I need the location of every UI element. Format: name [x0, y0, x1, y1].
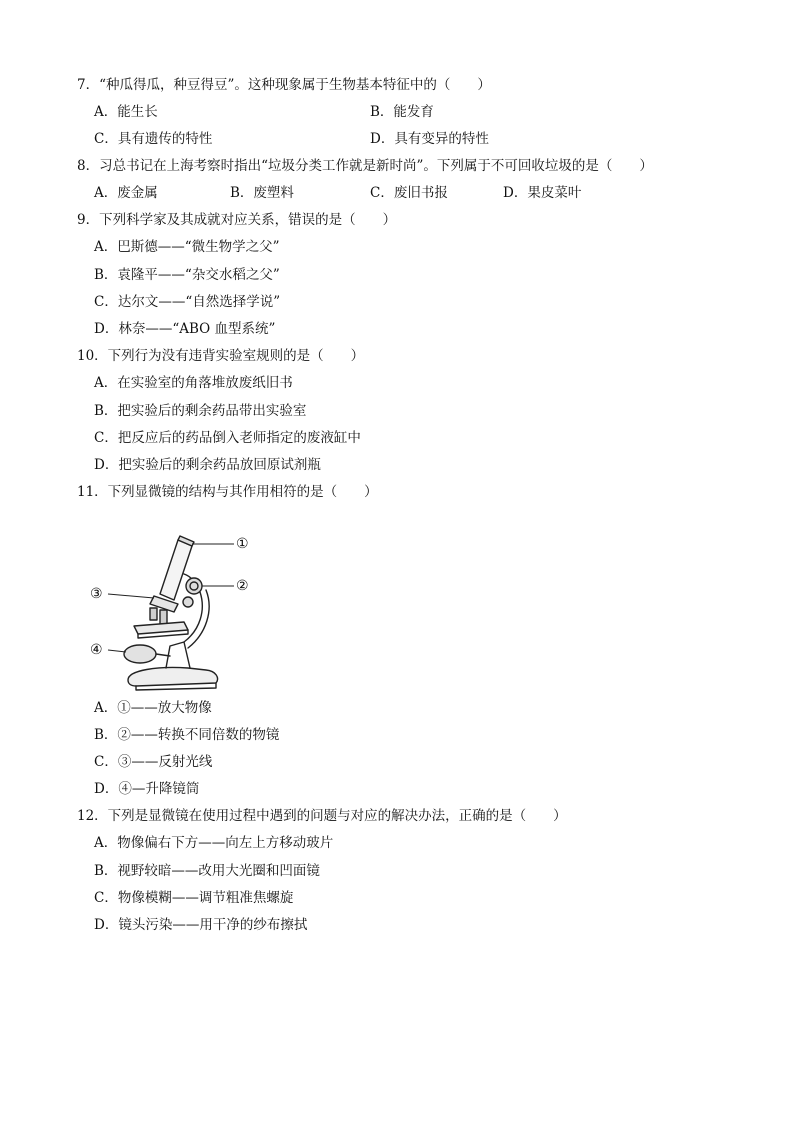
- question-12-option-b: B．视野较暗——改用大光圈和凹面镜: [94, 863, 320, 879]
- question-11-option-c: C．③——反射光线: [94, 754, 213, 770]
- question-9-option-a: A．巴斯德——“微生物学之父”: [94, 239, 280, 255]
- question-11-stem: 11．下列显微镜的结构与其作用相符的是（ ）: [77, 484, 378, 500]
- question-11-option-a: A．①——放大物像: [94, 700, 212, 716]
- figure-label-3: ③: [90, 586, 103, 602]
- question-9-option-d: D．林奈——“ABO 血型系统”: [94, 321, 276, 337]
- question-9-option-c: C．达尔文——“自然选择学说”: [94, 294, 281, 310]
- question-10-option-c: C．把反应后的药品倒入老师指定的废液缸中: [94, 430, 361, 446]
- question-12-stem: 12．下列是显微镜在使用过程中遇到的问题与对应的解决办法，正确的是（ ）: [77, 808, 567, 824]
- figure-label-4: ④: [90, 642, 103, 658]
- question-8-option-b: B．废塑料: [230, 185, 294, 201]
- question-7-option-a: A．能生长: [94, 104, 158, 120]
- question-9-stem: 9．下列科学家及其成就对应关系，错误的是（ ）: [77, 212, 397, 228]
- question-11-option-d: D．④—升降镜筒: [94, 781, 200, 797]
- figure-label-2: ②: [236, 578, 249, 594]
- question-10-option-d: D．把实验后的剩余药品放回原试剂瓶: [94, 457, 321, 473]
- figure-label-1: ①: [236, 536, 249, 552]
- question-7-option-c: C．具有遗传的特性: [94, 131, 213, 147]
- question-12-option-d: D．镜头污染——用干净的纱布擦拭: [94, 917, 308, 933]
- microscope-figure: [88, 530, 258, 695]
- question-8-stem: 8．习总书记在上海考察时指出“垃圾分类工作就是新时尚”。下列属于不可回收垃圾的是（ ）: [77, 158, 653, 174]
- question-12-option-c: C．物像模糊——调节粗准焦螺旋: [94, 890, 294, 906]
- question-9-option-b: B．袁隆平——“杂交水稻之父”: [94, 267, 280, 283]
- question-7-option-d: D．具有变异的特性: [370, 131, 489, 147]
- microscope-icon: [88, 530, 258, 695]
- question-7-stem: 7．“种瓜得瓜，种豆得豆”。这种现象属于生物基本特征中的（ ）: [77, 77, 491, 93]
- question-8-option-d: D．果皮菜叶: [503, 185, 582, 201]
- question-10-option-b: B．把实验后的剩余药品带出实验室: [94, 403, 307, 419]
- question-8-option-a: A．废金属: [94, 185, 158, 201]
- question-7-option-b: B．能发育: [370, 104, 434, 120]
- question-8-option-c: C．废旧书报: [370, 185, 448, 201]
- question-11-option-b: B．②——转换不同倍数的物镜: [94, 727, 280, 743]
- question-10-stem: 10．下列行为没有违背实验室规则的是（ ）: [77, 348, 365, 364]
- question-10-option-a: A．在实验室的角落堆放废纸旧书: [94, 375, 293, 391]
- question-12-option-a: A．物像偏右下方——向左上方移动玻片: [94, 835, 334, 851]
